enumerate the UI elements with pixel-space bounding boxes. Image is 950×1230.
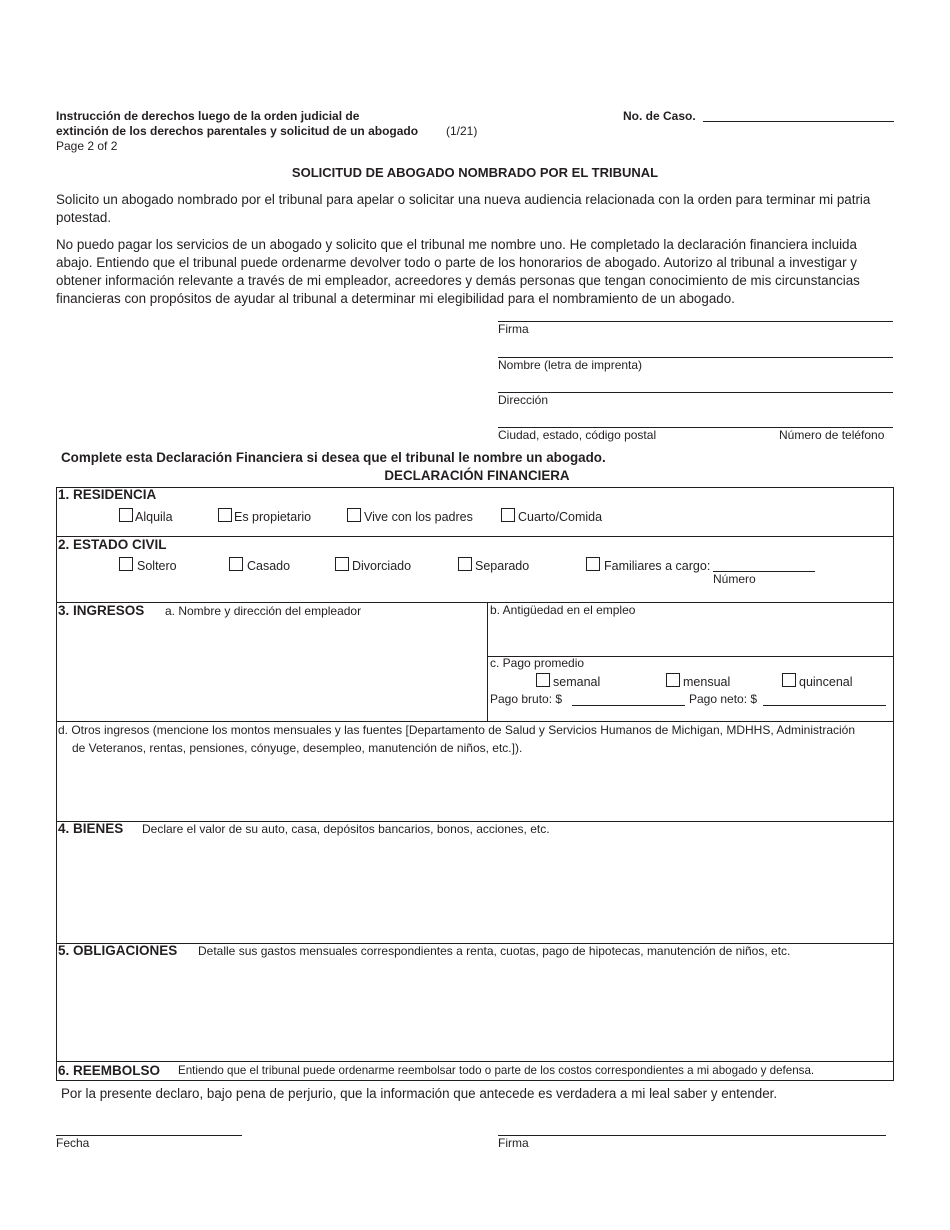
signature-line[interactable] [498, 321, 893, 322]
obligations-description: Detalle sus gastos mensuales correspondientes a renta, cuotas, pago de hipotecas, manutención de niños, etc. [198, 944, 791, 958]
assets-field[interactable] [60, 840, 890, 940]
label-separado: Separado [475, 559, 530, 573]
footer-signature-label: Firma [498, 1136, 529, 1150]
request-title: SOLICITUD DE ABOGADO NOMBRADO POR EL TRIBUNAL [291, 165, 659, 180]
average-pay-label: c. Pago promedio [490, 656, 585, 670]
other-income-field[interactable] [60, 758, 890, 818]
label-numero: Número [713, 572, 756, 586]
form-title-line1: Instrucción de derechos luego de la orden judicial de [56, 109, 360, 123]
form-title-line2: extinción de los derechos parentales y solicitud de un abogado [56, 124, 419, 138]
financial-intro: Complete esta Declaración Financiera si desea que el tribunal le nombre un abogado. [61, 450, 606, 465]
address-line[interactable] [498, 392, 893, 393]
phone-label: Número de teléfono [779, 428, 885, 442]
city-label: Ciudad, estado, código postal [498, 428, 657, 442]
address-label: Dirección [498, 393, 549, 407]
label-alquila: Alquila [135, 510, 173, 524]
section-bienes-title: 4. BIENES [58, 821, 124, 836]
assets-description: Declare el valor de su auto, casa, depósitos bancarios, bonos, acciones, etc. [142, 822, 550, 836]
checkbox-familiares[interactable] [586, 557, 600, 571]
row-divider [56, 602, 894, 603]
label-cuarto-comida: Cuarto/Comida [518, 510, 603, 524]
net-pay-field[interactable] [763, 705, 886, 706]
label-semanal: semanal [553, 675, 601, 689]
employer-label: a. Nombre y dirección del empleador [165, 604, 362, 618]
checkbox-divorciado[interactable] [335, 557, 349, 571]
gross-pay-label: Pago bruto: $ [490, 692, 563, 706]
net-pay-label: Pago neto: $ [689, 692, 758, 706]
label-mensual: mensual [683, 675, 731, 689]
checkbox-mensual[interactable] [666, 673, 680, 687]
reimbursement-description: Entiendo que el tribunal puede ordenarme reembolsar todo o parte de los costos correspondientes a mi abogado y defensa. [178, 1064, 815, 1077]
label-casado: Casado [247, 559, 291, 573]
section-estado-civil-title: 2. ESTADO CIVIL [58, 537, 167, 552]
obligations-field[interactable] [60, 962, 890, 1058]
printed-name-label: Nombre (letra de imprenta) [498, 358, 643, 372]
checkbox-quincenal[interactable] [782, 673, 796, 687]
row-divider [56, 1061, 894, 1062]
checkbox-cuarto-comida[interactable] [501, 508, 515, 522]
financial-title: DECLARACIÓN FINANCIERA [384, 468, 570, 483]
checkbox-casado[interactable] [229, 557, 243, 571]
column-divider [487, 602, 488, 721]
label-divorciado: Divorciado [352, 559, 412, 573]
checkbox-soltero[interactable] [119, 557, 133, 571]
signature-label: Firma [498, 322, 529, 336]
case-number-label: No. de Caso. [623, 109, 696, 123]
case-number-field[interactable] [703, 121, 894, 122]
paragraph-authorization: No puedo pagar los servicios de un abogado y solicito que el tribunal me nombre uno. He completado la declaración financiera incluida abajo. Entiendo que el tribunal puede ordenarme devolver todo o parte de los honorarios de abogado. Autorizo al tribunal a investigar y obtener información relevante a través de mi empleador, acreedores y demás personas que tengan conocimiento de mis circunstancias financieras con propósitos de ayudar al tribunal a determinar mi elegibilidad para el nombramiento de un abogado. [56, 237, 860, 306]
label-soltero: Soltero [137, 559, 177, 573]
gross-pay-field[interactable] [572, 705, 685, 706]
label-es-propietario: Es propietario [234, 510, 312, 524]
form-code: (1/21) [446, 124, 478, 138]
label-familiares: Familiares a cargo: [604, 559, 711, 573]
checkbox-es-propietario[interactable] [218, 508, 232, 522]
job-tenure-field[interactable] [490, 620, 890, 654]
date-label: Fecha [56, 1136, 90, 1150]
section-ingresos-title: 3. INGRESOS [58, 603, 145, 618]
section-obligaciones-title: 5. OBLIGACIONES [58, 943, 178, 958]
paragraph-request: Solicito un abogado nombrado por el tribunal para apelar o solicitar una nueva audiencia relacionada con la orden para terminar mi patria potestad. [56, 192, 871, 225]
page-number: Page 2 of 2 [56, 139, 118, 153]
checkbox-separado[interactable] [458, 557, 472, 571]
footer-signature-line[interactable] [498, 1135, 886, 1136]
section-reembolso-title: 6. REEMBOLSO [58, 1063, 161, 1078]
row-divider [56, 536, 894, 537]
other-income-label-line1: d. Otros ingresos (mencione los montos mensuales y las fuentes [Departamento de Salud y Servicios Humanos de Michigan, MDHHS, Administración [58, 723, 856, 737]
label-quincenal: quincenal [799, 675, 853, 689]
job-tenure-label: b. Antigüedad en el empleo [490, 603, 636, 617]
row-divider [56, 721, 894, 722]
employer-field[interactable] [60, 622, 484, 718]
other-income-label-line2: de Veteranos, rentas, pensiones, cónyuge, desempleo, manutención de niños, etc.]). [72, 741, 523, 755]
label-vive-con-padres: Vive con los padres [364, 510, 473, 524]
checkbox-alquila[interactable] [119, 508, 133, 522]
section-residencia-title: 1. RESIDENCIA [58, 487, 157, 502]
checkbox-vive-con-padres[interactable] [347, 508, 361, 522]
perjury-declaration: Por la presente declaro, bajo pena de perjurio, que la información que antecede es verdadera a mi leal saber y entender. [61, 1086, 778, 1101]
checkbox-semanal[interactable] [536, 673, 550, 687]
